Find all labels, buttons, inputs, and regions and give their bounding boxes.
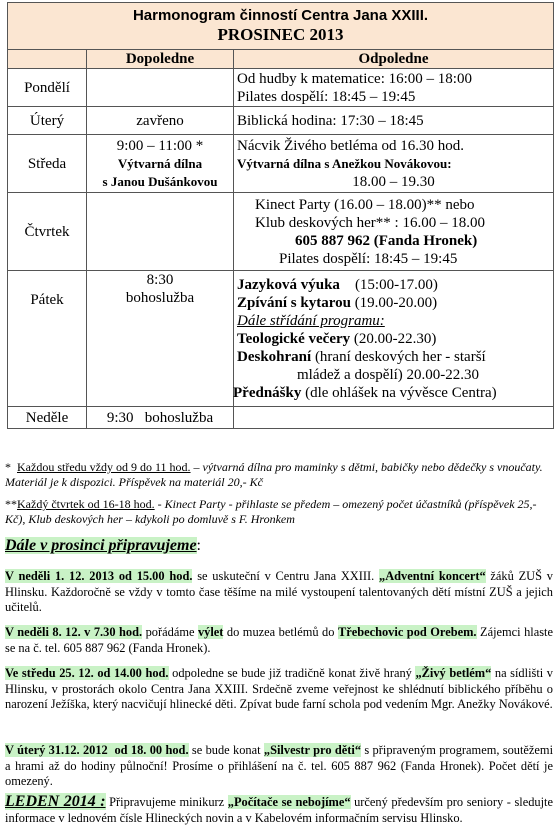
notice-text: určený především pro seniory - sledujte informace v lednovém čísle Hlineckých novin a v Kabelovém informačním servisu Hlinsko. — [5, 795, 553, 825]
january-notice — [5, 794, 553, 826]
am-line: Výtvarná dílna — [117, 155, 203, 171]
column-pm: Odpoledne — [234, 50, 554, 69]
pm-item-time: (19.00-20.00) — [350, 294, 438, 311]
pm-item-desc: (dle ohlášek na vývěsce Centra) — [301, 384, 497, 401]
event-date: V neděli 1. 12. 2013 od 15.00 hod. — [5, 569, 193, 583]
footnote-1 — [5, 460, 553, 490]
footnote-emphasis: Každý čtvrtek od 16-18 hod. — [17, 497, 155, 511]
pm-item-title: Přednášky — [233, 384, 302, 401]
day-name: Úterý — [8, 107, 87, 135]
event-place: Třebechovic pod Orebem. — [337, 625, 477, 639]
event-text: se uskuteční v Centru Jana XXIII. — [192, 569, 379, 583]
event-date: V úterý 31.12. 2012 od 18. 00 hod. — [5, 743, 189, 757]
am-cell: 9:30 bohoslužba — [87, 407, 234, 429]
pm-item-time: (15:00-17.00) — [339, 276, 438, 293]
day-name: Pátek — [8, 271, 87, 407]
pm-item-title: Jazyková výuka — [237, 276, 340, 293]
event-text: s připraveným programem, soutěžemi a hrami až do hodiny půlnoční! Prosíme o přihlášení na č. tel. 605 887 962 (Fanda Hronek). Počet dětí je omezený. — [5, 743, 554, 788]
schedule-table — [7, 2, 554, 429]
event-text: do muzea betlémů do — [223, 625, 338, 639]
pm-line: Nácvik Živého betléma od 16.30 hod. — [237, 137, 465, 154]
pm-cell — [234, 271, 554, 407]
notice-text: Připravujeme minikurz — [105, 795, 228, 809]
footnote-2 — [5, 497, 553, 527]
pm-item-desc: (hraní deskových her - starší — [311, 348, 486, 365]
pm-line: Klub deskových her** : 16.00 – 18.00 — [255, 214, 485, 231]
dale-heading-line — [5, 538, 553, 555]
event-text: pořádáme — [142, 625, 198, 639]
pm-line: Pilates dospělí: 18:45 – 19:45 — [279, 250, 458, 267]
row-tuesday — [8, 107, 554, 135]
pm-item-title: Deskohraní — [237, 348, 312, 365]
column-am: Dopoledne — [87, 50, 234, 69]
column-header-row — [8, 50, 554, 69]
pm-item-title: Zpívání s kytarou — [237, 294, 351, 311]
pm-line: Kinect Party (16.00 – 18.00)** nebo — [255, 196, 475, 213]
pm-cell — [234, 69, 554, 107]
section-heading: LEDEN 2014 : — [5, 793, 106, 810]
section-heading: Dále v prosinci připravujeme — [5, 537, 197, 554]
row-monday — [8, 69, 554, 107]
pm-line: 18.00 – 19.30 — [352, 173, 435, 190]
pm-item-desc: mládež a dospělí) 20.00-22.30 — [297, 366, 480, 383]
schedule-title — [8, 3, 554, 50]
event-text: žáků ZUŠ v Hlinsku. Každoročně se vždy v tomto čase těšíme na milé vystoupení talentovaných dětí místní ZUŠ a jejich učitelů. — [5, 569, 553, 614]
pm-cell: Biblická hodina: 17:30 – 18:45 — [234, 107, 554, 135]
event-text: odpoledne se bude již tradičně konat živě hraný — [168, 666, 416, 680]
event-title: „Silvestr pro děti“ — [263, 743, 362, 757]
row-thursday — [8, 193, 554, 271]
am-cell — [87, 69, 234, 107]
pm-line: Pilates dospělí: 18:45 – 19:45 — [237, 88, 416, 105]
am-cell — [87, 271, 234, 407]
heading-colon: : — [196, 537, 201, 554]
event-text: se bude konat — [188, 743, 264, 757]
event-date: V neděli 8. 12. v 7.30 hod. — [5, 625, 143, 639]
row-sunday — [8, 407, 554, 429]
am-line: s Janou Dušánkovou — [102, 173, 218, 189]
pm-cell — [234, 193, 554, 271]
am-line: 8:30 — [146, 272, 174, 288]
phone-line: 605 887 962 (Fanda Hronek) — [295, 232, 478, 249]
am-line: 9:00 – 11:00 * — [116, 137, 204, 154]
am-cell — [87, 193, 234, 271]
pm-item-time: (20.00-22.30) — [350, 330, 437, 347]
month-title: PROSINEC 2013 — [217, 25, 344, 44]
footnote-marker: ** — [5, 497, 17, 511]
footnote-text: – výtvarná dílna pro maminky s dětmi, babičky nebo dědečky s vnoučaty. Materiál je k dispozici. Příspěvek na materiál 20,- Kč — [5, 460, 543, 489]
event-title: výlet — [197, 625, 224, 639]
day-name: Pondělí — [8, 69, 87, 107]
course-title: „Počítače se nebojíme“ — [227, 795, 351, 809]
event-new-year — [5, 743, 553, 790]
pm-line: Výtvarná dílna s Anežkou Novákovou: — [237, 155, 452, 171]
event-title: „Adventní koncert“ — [379, 569, 486, 583]
event-title: „Živý betlém“ — [415, 666, 492, 680]
row-friday — [8, 271, 554, 407]
am-line: bohoslužba — [125, 290, 195, 306]
event-text: Zájemci hlaste se na č. tel. 605 887 962 (Fanda Hronek). — [5, 625, 554, 655]
day-name: Středa — [8, 135, 87, 193]
footnote-emphasis: Každou středu vždy od 9 do 11 hod. — [17, 460, 191, 474]
footnote-text: - Kinect Party - přihlaste se předem – omezený počet účastníků (příspěvek 25,- Kč), Klub deskových her – kdykoli po domluvě s F. Hronkem — [5, 497, 537, 526]
pm-line: Od hudby k matematice: 16:00 – 18:00 — [237, 70, 472, 87]
event-text: na sídlišti v Hlinsku, v prostorách okolo Centra Jana XXIII. Srdečně zveme veřejnost ke shlédnutí biblického příběhu o narození Ježíška, který nacvičují hlinecké děti. Zpívat bude farní schola pod vedením Mgr. Anežky Novákové. — [5, 666, 553, 711]
event-advent-concert — [5, 569, 553, 616]
pm-subheading: Dále střídání programu: — [237, 312, 385, 329]
day-name: Čtvrtek — [8, 193, 87, 271]
footnote-marker: * — [5, 460, 11, 474]
page-title: Harmonogram činností Centra Jana XXIII. — [132, 7, 429, 24]
row-wednesday — [8, 135, 554, 193]
event-date: Ve středu 25. 12. od 14.00 hod. — [5, 666, 169, 680]
pm-cell — [234, 407, 554, 429]
am-cell — [87, 135, 234, 193]
day-name: Neděle — [8, 407, 87, 429]
pm-cell — [234, 135, 554, 193]
event-trip — [5, 625, 553, 656]
am-cell: zavřeno — [87, 107, 234, 135]
pm-item-title: Teologické večery — [237, 330, 351, 347]
event-living-nativity — [5, 666, 553, 713]
